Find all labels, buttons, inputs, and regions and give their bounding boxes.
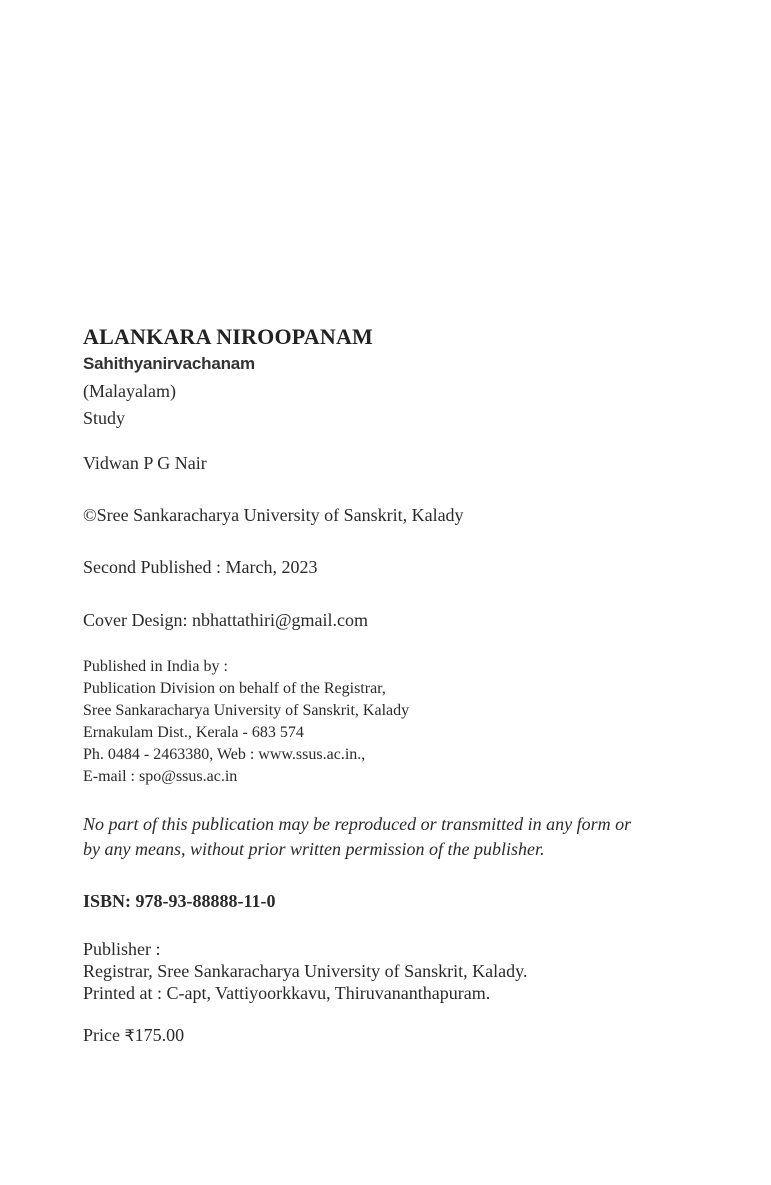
published-by-line: Sree Sankaracharya University of Sanskrit, Kalady (83, 702, 410, 719)
price-amount: 175.00 (134, 1025, 185, 1045)
isbn-line: ISBN: 978-93-88888-11-0 (83, 891, 276, 911)
book-title: ALANKARA NIROOPANAM (83, 324, 373, 349)
price-label: Price (83, 1025, 120, 1045)
book-author: Vidwan P G Nair (83, 453, 207, 473)
book-subtitle: Sahithyanirvachanam (83, 354, 255, 373)
published-by-block (83, 656, 723, 788)
book-genre: Study (83, 408, 126, 428)
rights-notice-line: by any means, without prior written permission of the publisher. (83, 839, 545, 859)
publisher-block (83, 938, 723, 1004)
published-by-line: Ph. 0484 - 2463380, Web : www.ssus.ac.in., (83, 746, 366, 763)
publisher-heading: Publisher : (83, 939, 161, 959)
published-by-heading: Published in India by : (83, 658, 228, 675)
edition-line: Second Published : March, 2023 (83, 557, 318, 577)
imprint-page (83, 322, 723, 1049)
published-by-line: E-mail : spo@ssus.ac.in (83, 768, 238, 785)
publisher-registrar: Registrar, Sree Sankaracharya University of Sanskrit, Kalady. (83, 961, 528, 981)
cover-design-line: Cover Design: nbhattathiri@gmail.com (83, 610, 369, 630)
copyright-line: ©Sree Sankaracharya University of Sanskrit, Kalady (83, 505, 464, 525)
price-line (83, 1022, 723, 1049)
rights-notice (83, 812, 723, 862)
published-by-line: Ernakulam Dist., Kerala - 683 574 (83, 724, 304, 741)
printed-at-line: Printed at : C-apt, Vattiyoorkkavu, Thiruvananthapuram. (83, 983, 491, 1003)
published-by-line: Publication Division on behalf of the Registrar, (83, 680, 386, 697)
rupee-icon: ₹ (124, 1026, 135, 1045)
book-language: (Malayalam) (83, 381, 176, 401)
rights-notice-line: No part of this publication may be reproduced or transmitted in any form or (83, 814, 632, 834)
